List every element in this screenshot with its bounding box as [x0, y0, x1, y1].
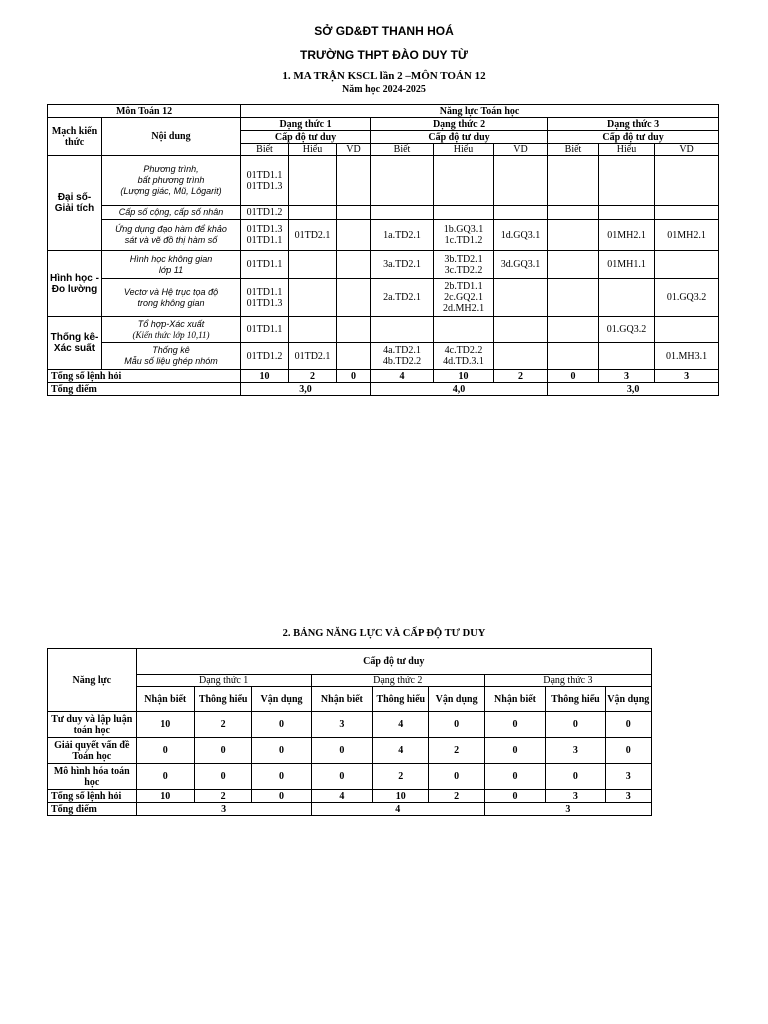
table-row — [48, 251, 719, 279]
total-cell: 4 — [371, 370, 434, 383]
department-name: SỞ GD&ĐT THANH HOÁ — [314, 24, 454, 38]
cell — [548, 220, 599, 251]
cell: 1b.GQ3.1 1c.TD1.2 — [434, 220, 494, 251]
cell: 0 — [136, 738, 194, 764]
cell — [337, 156, 371, 206]
cell — [548, 251, 599, 279]
subject-header: Môn Toán 12 — [48, 105, 241, 118]
score-label: Tổng điểm — [48, 383, 241, 396]
col-nhanbiet: Nhận biết — [311, 687, 372, 712]
topic-algebra-calculus: Đại số-Giải tích — [48, 156, 102, 251]
cell — [371, 317, 434, 343]
competency-header: Năng lực Toán học — [241, 105, 719, 118]
cell: 01MH1.1 — [599, 251, 655, 279]
cell: 01TD1.1 — [241, 251, 289, 279]
content-cell: Phương trình, bất phương trình (Lượng giác, Mũ, Lôgarit) — [102, 156, 241, 206]
form1-header: Dạng thức 1 — [136, 675, 311, 687]
cell: 4 — [373, 738, 429, 764]
cell: 0 — [252, 712, 311, 738]
total-cell: 0 — [252, 790, 311, 803]
exam-matrix-table — [47, 104, 719, 396]
cell: 3 — [605, 764, 651, 790]
cell — [599, 343, 655, 370]
total-cell: 0 — [548, 370, 599, 383]
cell — [655, 156, 719, 206]
cell: 01TD1.1 — [241, 317, 289, 343]
cell: 01TD1.2 — [241, 343, 289, 370]
cell: 2 — [373, 764, 429, 790]
competency-table-title: 2. BẢNG NĂNG LỰC VÀ CẤP ĐỘ TƯ DUY — [282, 628, 486, 639]
cell — [434, 206, 494, 220]
cell — [371, 206, 434, 220]
cell — [494, 279, 548, 317]
cell — [548, 317, 599, 343]
school-name: TRƯỜNG THPT ĐÀO DUY TỪ — [300, 48, 468, 62]
cell: 0 — [136, 764, 194, 790]
cell: 3a.TD2.1 — [371, 251, 434, 279]
col-vandung: Vận dụng — [605, 687, 651, 712]
total-cell: 3 — [599, 370, 655, 383]
cell — [337, 206, 371, 220]
content-header: Nội dung — [102, 118, 241, 156]
table-row — [48, 712, 652, 738]
cell — [337, 317, 371, 343]
score-cell: 3 — [136, 803, 311, 816]
cell: 0 — [546, 764, 605, 790]
cell: 3d.GQ3.1 — [494, 251, 548, 279]
score-cell: 3,0 — [548, 383, 719, 396]
table-row — [48, 764, 652, 790]
competency-level-table — [47, 648, 652, 816]
cell: 0 — [194, 764, 251, 790]
level-header-3: Cấp độ tư duy — [548, 131, 719, 144]
cell: 0 — [546, 712, 605, 738]
row-label: Tư duy và lập luận toán học — [48, 712, 137, 738]
table-row — [48, 206, 719, 220]
cell — [337, 279, 371, 317]
cell: 2 — [429, 738, 484, 764]
cell — [337, 220, 371, 251]
cell — [548, 156, 599, 206]
cell — [548, 279, 599, 317]
cell: 0 — [252, 764, 311, 790]
cell — [371, 156, 434, 206]
content-cell: Thống kê Mẫu số liệu ghép nhóm — [102, 343, 241, 370]
score-cell: 4 — [311, 803, 484, 816]
cell: 1d.GQ3.1 — [494, 220, 548, 251]
cell — [289, 251, 337, 279]
cell — [494, 343, 548, 370]
table-row — [48, 156, 719, 206]
row-label: Mô hình hóa toán học — [48, 764, 137, 790]
total-cell: 2 — [429, 790, 484, 803]
cell — [655, 251, 719, 279]
score-cell: 3,0 — [241, 383, 371, 396]
topic-statistics: Thống kê-Xác suất — [48, 317, 102, 370]
total-cell: 0 — [484, 790, 545, 803]
content-cell: Ứng dụng đạo hàm để khảo sát và vẽ đồ thị hàm số — [102, 220, 241, 251]
col-hieu: Hiểu — [434, 144, 494, 156]
form1-header: Dạng thức 1 — [241, 118, 371, 131]
cell — [289, 279, 337, 317]
cell: 01TD1.1 01TD1.3 — [241, 156, 289, 206]
cell: 01TD1.3 01TD1.1 — [241, 220, 289, 251]
topic-geometry: Hình học - Đo lường — [48, 251, 102, 317]
cell: 0 — [429, 764, 484, 790]
score-row — [48, 383, 719, 396]
totals-row — [48, 790, 652, 803]
col-hieu: Hiểu — [599, 144, 655, 156]
cell — [337, 251, 371, 279]
cell — [599, 206, 655, 220]
cell: 4c.TD2.2 4d.TD.3.1 — [434, 343, 494, 370]
content-note: (Kiến thức lớp 10,11) — [132, 329, 210, 340]
total-cell: 2 — [289, 370, 337, 383]
cell — [289, 206, 337, 220]
competency-header: Năng lực — [48, 649, 137, 712]
cell: 01.GQ3.2 — [599, 317, 655, 343]
cell: 0 — [311, 738, 372, 764]
cell — [289, 317, 337, 343]
cell: 2b.TD1.1 2c.GQ2.1 2d.MH2.1 — [434, 279, 494, 317]
cell — [434, 156, 494, 206]
topic-header: Mạch kiến thức — [48, 118, 102, 156]
total-cell: 3 — [605, 790, 651, 803]
cell: 10 — [136, 712, 194, 738]
total-cell: 2 — [194, 790, 251, 803]
col-biet: Biết — [371, 144, 434, 156]
total-label: Tổng số lệnh hỏi — [48, 790, 137, 803]
total-cell: 4 — [311, 790, 372, 803]
cell — [655, 317, 719, 343]
content-cell: Hình học không gian lớp 11 — [102, 251, 241, 279]
cell — [434, 317, 494, 343]
table-row — [48, 317, 719, 343]
level-header-1: Cấp độ tư duy — [241, 131, 371, 144]
cell: 3b.TD2.1 3c.TD2.2 — [434, 251, 494, 279]
total-label: Tổng số lệnh hỏi — [48, 370, 241, 383]
cell: 0 — [252, 738, 311, 764]
score-cell: 4,0 — [371, 383, 548, 396]
score-label: Tổng điểm — [48, 803, 137, 816]
cell: 01TD1.2 — [241, 206, 289, 220]
school-year: Năm học 2024-2025 — [342, 84, 426, 95]
col-thonghieu: Thông hiểu — [373, 687, 429, 712]
col-nhanbiet: Nhận biết — [136, 687, 194, 712]
table-row — [48, 738, 652, 764]
totals-row — [48, 370, 719, 383]
cell — [548, 343, 599, 370]
cell: 01.GQ3.2 — [655, 279, 719, 317]
col-biet: Biết — [548, 144, 599, 156]
cell: 3 — [311, 712, 372, 738]
total-cell: 10 — [373, 790, 429, 803]
cell: 2a.TD2.1 — [371, 279, 434, 317]
cell: 0 — [484, 738, 545, 764]
cell: 3 — [546, 738, 605, 764]
total-cell: 10 — [136, 790, 194, 803]
table-row — [48, 279, 719, 317]
cell: 2 — [194, 712, 251, 738]
content-cell: Cấp số cộng, cấp số nhân — [102, 206, 241, 220]
cell: 01TD2.1 — [289, 343, 337, 370]
content-line: Tổ hợp-Xác xuất — [137, 318, 205, 329]
cell: 01TD1.1 01TD1.3 — [241, 279, 289, 317]
cell — [599, 279, 655, 317]
cell: 01TD2.1 — [289, 220, 337, 251]
cell — [289, 156, 337, 206]
cell: 4a.TD2.1 4b.TD2.2 — [371, 343, 434, 370]
cell — [494, 317, 548, 343]
score-cell: 3 — [484, 803, 651, 816]
col-vandung: Vận dụng — [252, 687, 311, 712]
cell — [599, 156, 655, 206]
col-thonghieu: Thông hiểu — [194, 687, 251, 712]
content-cell: Vectơ và Hệ trục tọa độ trong không gian — [102, 279, 241, 317]
col-vd: VD — [337, 144, 371, 156]
content-cell — [102, 317, 241, 343]
col-vd: VD — [494, 144, 548, 156]
form2-header: Dạng thức 2 — [371, 118, 548, 131]
cell — [337, 343, 371, 370]
cell — [494, 206, 548, 220]
cell: 1a.TD2.1 — [371, 220, 434, 251]
col-vd: VD — [655, 144, 719, 156]
cell: 0 — [311, 764, 372, 790]
table-row — [48, 343, 719, 370]
cell: 0 — [194, 738, 251, 764]
cell: 01.MH3.1 — [655, 343, 719, 370]
level-header: Cấp độ tư duy — [136, 649, 651, 675]
cell: 0 — [484, 712, 545, 738]
total-cell: 0 — [337, 370, 371, 383]
cell: 0 — [605, 738, 651, 764]
cell: 01MH2.1 — [655, 220, 719, 251]
cell: 01MH2.1 — [599, 220, 655, 251]
total-cell: 3 — [655, 370, 719, 383]
col-vandung: Vận dụng — [429, 687, 484, 712]
col-nhanbiet: Nhận biết — [484, 687, 545, 712]
col-thonghieu: Thông hiểu — [546, 687, 605, 712]
cell — [494, 156, 548, 206]
col-hieu: Hiểu — [289, 144, 337, 156]
score-row — [48, 803, 652, 816]
matrix-title: 1. MA TRẬN KSCL lần 2 –MÔN TOÁN 12 — [282, 70, 486, 82]
total-cell: 3 — [546, 790, 605, 803]
cell — [548, 206, 599, 220]
form2-header: Dạng thức 2 — [311, 675, 484, 687]
table-row — [48, 220, 719, 251]
total-cell: 10 — [434, 370, 494, 383]
cell: 0 — [429, 712, 484, 738]
cell: 0 — [484, 764, 545, 790]
row-label: Giải quyết vấn đề Toán học — [48, 738, 137, 764]
level-header-2: Cấp độ tư duy — [371, 131, 548, 144]
total-cell: 10 — [241, 370, 289, 383]
form3-header: Dạng thức 3 — [548, 118, 719, 131]
cell: 4 — [373, 712, 429, 738]
cell: 0 — [605, 712, 651, 738]
cell — [655, 206, 719, 220]
form3-header: Dạng thức 3 — [484, 675, 651, 687]
col-biet: Biết — [241, 144, 289, 156]
total-cell: 2 — [494, 370, 548, 383]
